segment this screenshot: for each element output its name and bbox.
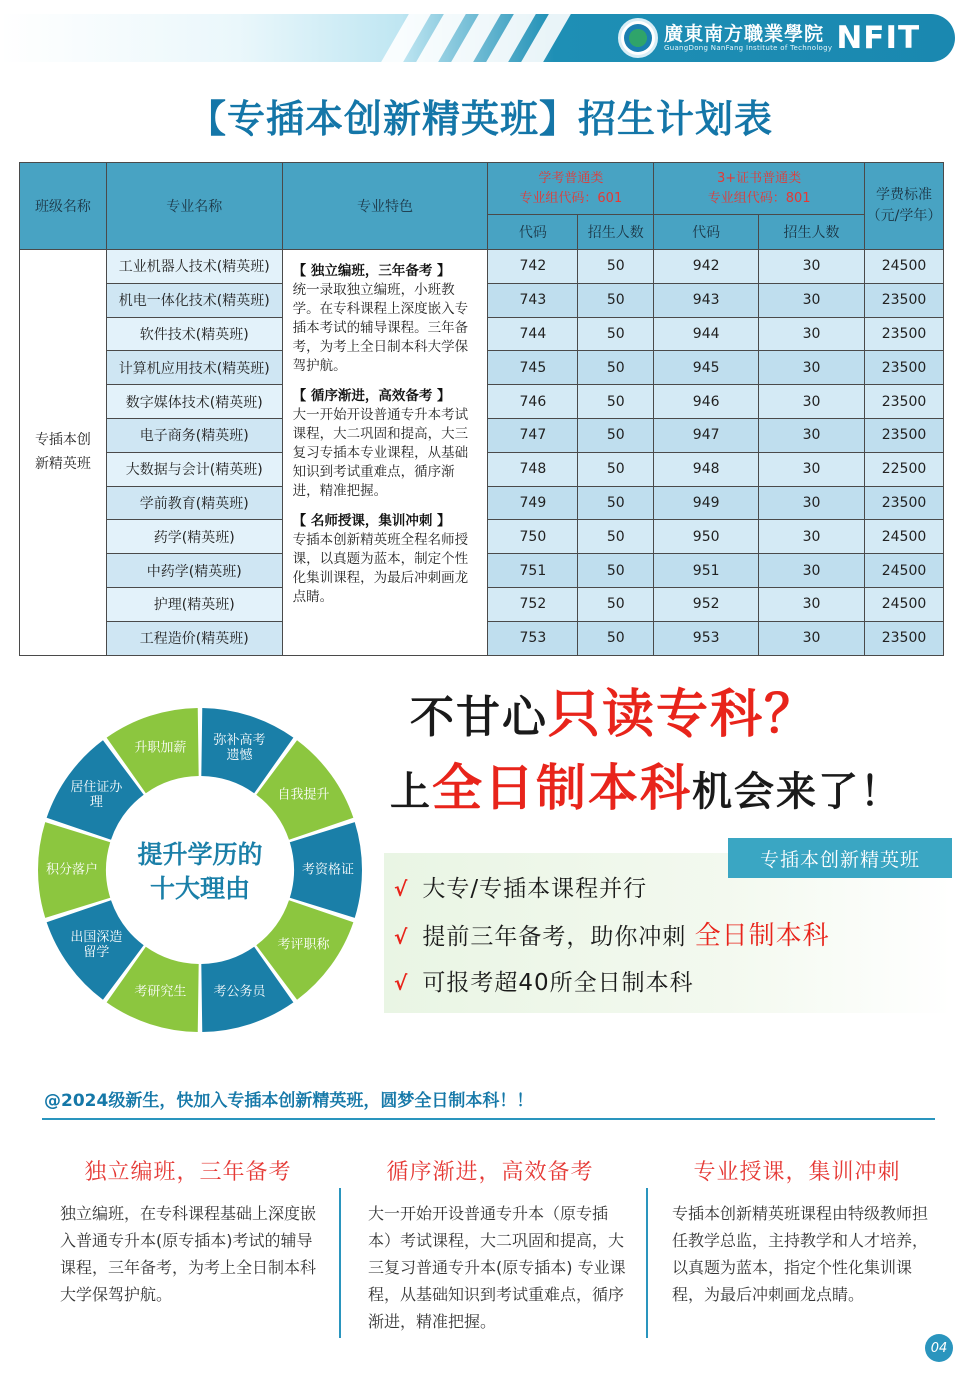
value-cell-c1: 743 xyxy=(488,283,578,317)
value-cell-fee: 23500 xyxy=(864,621,943,655)
column-divider xyxy=(646,1188,648,1338)
value-cell-n1: 50 xyxy=(578,621,654,655)
value-cell-c2: 949 xyxy=(654,486,759,520)
ring-segment-label: 考公务员 xyxy=(213,984,266,1000)
major-cell: 工程造价(精英班) xyxy=(106,621,282,655)
feature-title: 【 独立编班，三年备考 】 xyxy=(292,263,451,279)
header-code-801: 代码 xyxy=(654,215,759,250)
value-cell-n2: 30 xyxy=(759,587,865,621)
column-3-text: 专插本创新精英班课程由特级教师担任教学总监，主持教学和人才培养，以真题为蓝本，指定个性化集训课程，为最后冲刺画龙点睛。 xyxy=(672,1204,929,1304)
divider xyxy=(42,1118,935,1120)
column-1-text: 独立编班，在专科课程基础上深度嵌入普通专升本(原专插本)考试的辅导课程，三年备考，为考上全日制本科大学保驾护航。 xyxy=(60,1204,317,1304)
value-cell-c1: 745 xyxy=(488,351,578,385)
value-cell-n1: 50 xyxy=(578,452,654,486)
feature-title: 【 名师授课，集训冲刺 】 xyxy=(292,513,451,529)
check-icon: √ xyxy=(394,925,409,949)
value-cell-fee: 24500 xyxy=(864,587,943,621)
page-title: 【专插本创新精英班】招生计划表 xyxy=(187,97,773,141)
slogan-line-1: 不甘心只读专科？ xyxy=(410,685,819,745)
value-cell-c1: 752 xyxy=(488,587,578,621)
value-cell-n1: 50 xyxy=(578,317,654,351)
reasons-ring xyxy=(36,706,364,1034)
value-cell-fee: 24500 xyxy=(864,250,943,284)
value-cell-c1: 753 xyxy=(488,621,578,655)
value-cell-n2: 30 xyxy=(759,418,865,452)
value-cell-c2: 945 xyxy=(654,351,759,385)
major-cell: 数字媒体技术(精英班) xyxy=(106,385,282,419)
value-cell-n2: 30 xyxy=(759,283,865,317)
column-1-title: 独立编班，三年备考 xyxy=(84,1160,292,1185)
value-cell-c1: 748 xyxy=(488,452,578,486)
ring-segment-label: 考研究生 xyxy=(134,984,187,1000)
value-cell-n2: 30 xyxy=(759,486,865,520)
call-to-action-line: @2024级新生，快加入专插本创新精英班，圆梦全日制本科！！ xyxy=(44,1091,534,1111)
major-cell: 软件技术(精英班) xyxy=(106,317,282,351)
value-cell-fee: 24500 xyxy=(864,520,943,554)
ring-center-title: 提升学历的 十大理由 xyxy=(137,840,263,903)
header-major: 专业名称 xyxy=(106,163,282,250)
feature-cell xyxy=(282,250,488,656)
header-count-601: 招生人数 xyxy=(578,215,654,250)
brand-nfit: NFIT xyxy=(836,20,921,56)
feature-text: 统一录取独立编班，小班教学。在专科课程上深度嵌入专插本考试的辅导课程。三年备考，为考上全日制本科大学保驾护航。 xyxy=(292,282,469,374)
value-cell-c2: 951 xyxy=(654,554,759,588)
value-cell-c1: 746 xyxy=(488,385,578,419)
value-cell-fee: 22500 xyxy=(864,452,943,486)
major-cell: 护理(精英班) xyxy=(106,587,282,621)
slogan-line-2: 上全日制本科机会来了！ xyxy=(390,759,902,817)
column-2-text: 大一开始开设普通专升本（原专插本）考试课程，大二巩固和提高，大三复习普通专升本(原专插本) 专业课程，从基础知识到考试重难点，循序渐进，精准把握。 xyxy=(368,1204,626,1331)
value-cell-fee: 23500 xyxy=(864,317,943,351)
check-icon: √ xyxy=(394,877,409,901)
value-cell-c1: 744 xyxy=(488,317,578,351)
ring-segment-label: 积分落户 xyxy=(45,862,98,878)
enrollment-table xyxy=(19,162,944,656)
column-2-title: 循序渐进，高效备考 xyxy=(386,1160,594,1185)
value-cell-c1: 750 xyxy=(488,520,578,554)
value-cell-n1: 50 xyxy=(578,520,654,554)
value-cell-n2: 30 xyxy=(759,554,865,588)
value-cell-c2: 948 xyxy=(654,452,759,486)
value-cell-n2: 30 xyxy=(759,621,865,655)
feature-title: 【 循序渐进，高效备考 】 xyxy=(292,388,451,404)
header-feature: 专业特色 xyxy=(282,163,488,250)
value-cell-c2: 942 xyxy=(654,250,759,284)
value-cell-n1: 50 xyxy=(578,385,654,419)
header-class: 班级名称 xyxy=(20,163,107,250)
benefit-item-2: √ 提前三年备考，助你冲刺 全日制本科 xyxy=(394,921,830,951)
value-cell-n1: 50 xyxy=(578,283,654,317)
value-cell-c1: 749 xyxy=(488,486,578,520)
major-cell: 中药学(精英班) xyxy=(106,554,282,588)
school-logo xyxy=(618,14,955,62)
value-cell-c1: 742 xyxy=(488,250,578,284)
value-cell-c2: 946 xyxy=(654,385,759,419)
ring-segment-label: 出国深造留学 xyxy=(70,930,123,961)
school-name-en: GuangDong NanFang Institute of Technology xyxy=(664,44,833,52)
value-cell-n1: 50 xyxy=(578,554,654,588)
feature-text: 专插本创新精英班全程名师授课，以真题为蓝本，制定个性化集训课程，为最后冲刺画龙点睛。 xyxy=(292,532,469,605)
ring-segment-label: 考资格证 xyxy=(301,862,354,878)
header-count-801: 招生人数 xyxy=(759,215,865,250)
header-category-801: 3+证书普通类 专业组代码：801 xyxy=(654,163,865,215)
header-category-601: 学考普通类 专业组代码：601 xyxy=(488,163,654,215)
value-cell-fee: 23500 xyxy=(864,385,943,419)
benefits-tag: 专插本创新精英班 xyxy=(728,838,952,878)
ring-segment-label: 自我提升 xyxy=(277,787,330,803)
class-name-cell: 专插本创 新精英班 xyxy=(20,250,107,656)
school-emblem-icon xyxy=(618,18,658,58)
ring-segment-label: 考评职称 xyxy=(277,937,330,953)
school-name-cn: 廣東南方職業學院 xyxy=(664,23,825,45)
value-cell-n1: 50 xyxy=(578,250,654,284)
major-cell: 工业机器人技术(精英班) xyxy=(106,250,282,284)
table-row xyxy=(20,250,944,284)
ring-segment-label: 居住证办理 xyxy=(70,779,123,810)
major-cell: 机电一体化技术(精英班) xyxy=(106,283,282,317)
value-cell-fee: 23500 xyxy=(864,418,943,452)
header-fee: 学费标准 （元/学年） xyxy=(864,163,943,250)
ring-segment-label: 升职加薪 xyxy=(134,740,187,756)
value-cell-c2: 947 xyxy=(654,418,759,452)
major-cell: 大数据与会计(精英班) xyxy=(106,452,282,486)
value-cell-c1: 751 xyxy=(488,554,578,588)
value-cell-n1: 50 xyxy=(578,351,654,385)
major-cell: 电子商务(精英班) xyxy=(106,418,282,452)
value-cell-n2: 30 xyxy=(759,317,865,351)
major-cell: 药学(精英班) xyxy=(106,520,282,554)
value-cell-c1: 747 xyxy=(488,418,578,452)
feature-text: 大一开始开设普通专升本考试课程，大二巩固和提高，大三复习专插本专业课程，从基础知识到考试重难点，循序渐进，精准把握。 xyxy=(292,407,469,499)
benefit-item-1: √ 大专/专插本课程并行 xyxy=(394,876,648,902)
value-cell-fee: 24500 xyxy=(864,554,943,588)
value-cell-c2: 950 xyxy=(654,520,759,554)
value-cell-n1: 50 xyxy=(578,587,654,621)
value-cell-fee: 23500 xyxy=(864,283,943,317)
value-cell-n1: 50 xyxy=(578,486,654,520)
page-number: 04 xyxy=(925,1334,953,1362)
value-cell-n1: 50 xyxy=(578,418,654,452)
column-divider xyxy=(339,1188,341,1338)
header-code-601: 代码 xyxy=(488,215,578,250)
major-cell: 学前教育(精英班) xyxy=(106,486,282,520)
value-cell-c2: 944 xyxy=(654,317,759,351)
value-cell-fee: 23500 xyxy=(864,351,943,385)
value-cell-c2: 943 xyxy=(654,283,759,317)
ring-segment-label: 弥补高考遗憾 xyxy=(213,733,266,764)
value-cell-fee: 23500 xyxy=(864,486,943,520)
column-3-title: 专业授课，集训冲刺 xyxy=(693,1160,901,1185)
check-icon: √ xyxy=(394,971,409,995)
value-cell-n2: 30 xyxy=(759,351,865,385)
value-cell-n2: 30 xyxy=(759,250,865,284)
value-cell-c2: 952 xyxy=(654,587,759,621)
benefit-item-3: √ 可报考超40所全日制本科 xyxy=(394,970,694,996)
value-cell-n2: 30 xyxy=(759,385,865,419)
value-cell-n2: 30 xyxy=(759,520,865,554)
value-cell-c2: 953 xyxy=(654,621,759,655)
major-cell: 计算机应用技术(精英班) xyxy=(106,351,282,385)
value-cell-n2: 30 xyxy=(759,452,865,486)
